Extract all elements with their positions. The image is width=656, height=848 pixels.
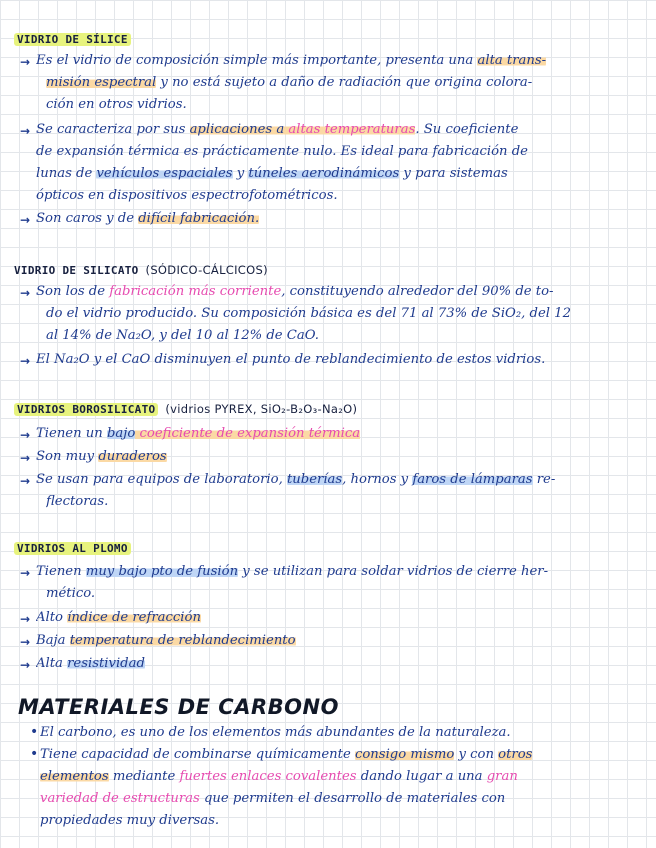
arrow-bullet-icon: → [20, 474, 31, 488]
section-title-plomo: VIDRIOS AL PLOMO [14, 542, 131, 555]
section-title-silice: VIDRIO DE SÍLICE [14, 33, 131, 46]
text-line: do el vidrio producido. Su composición básica es del 71 al 73% de SiO₂, del 12 [46, 306, 571, 321]
text-line: Son caros y de difícil fabricación. [36, 211, 260, 226]
section-title-borosilicato: VIDRIOS BOROSILICATO (vidrios PYREX, SiO₂-B₂O₃-Na₂O) [14, 402, 357, 416]
dot-bullet-icon: • [30, 746, 39, 762]
text-line: El Na₂O y el CaO disminuyen el punto de reblandecimiento de estos vidrios. [36, 352, 546, 367]
section-title-carbono: MATERIALES DE CARBONO [18, 695, 339, 719]
text-line: variedad de estructuras que permiten el desarrollo de materiales con [40, 791, 506, 806]
text-line: Es el vidrio de composición simple más importante, presenta una alta trans- [36, 53, 547, 68]
text-line: elementos mediante fuertes enlaces covalentes dando lugar a una gran [40, 769, 518, 784]
text-line: Tienen muy bajo pto de fusión y se utilizan para soldar vidrios de cierre her- [36, 564, 549, 579]
text-line: propiedades muy diversas. [40, 813, 220, 828]
text-line: al 14% de Na₂O, y del 10 al 12% de CaO. [46, 328, 319, 343]
arrow-bullet-icon: → [20, 55, 31, 69]
text-line: Se caracteriza por sus aplicaciones a altas temperaturas. Su coeficiente [36, 122, 519, 137]
arrow-bullet-icon: → [20, 612, 31, 626]
text-line: Tienen un bajo coeficiente de expansión térmica [36, 426, 361, 441]
dot-bullet-icon: • [30, 724, 39, 740]
text-line: flectoras. [46, 494, 109, 509]
text-line: El carbono, es uno de los elementos más abundantes de la naturaleza. [40, 725, 511, 740]
arrow-bullet-icon: → [20, 635, 31, 649]
text-line: ópticos en dispositivos espectrofotométricos. [36, 188, 338, 203]
arrow-bullet-icon: → [20, 213, 31, 227]
text-line: Baja temperatura de reblandecimiento [36, 633, 296, 648]
text-line: Son los de fabricación más corriente, constituyendo alrededor del 90% de to- [36, 284, 554, 299]
arrow-bullet-icon: → [20, 658, 31, 672]
arrow-bullet-icon: → [20, 566, 31, 580]
text-line: Son muy duraderos [36, 449, 167, 464]
text-line: Alta resistividad [36, 656, 145, 671]
section-title-silicato: VIDRIO DE SILICATO (SÓDICO-CÁLCICOS) [14, 263, 268, 277]
text-line: Se usan para equipos de laboratorio, tuberías, hornos y faros de lámparas re- [36, 472, 556, 487]
text-line: de expansión térmica es prácticamente nulo. Es ideal para fabricación de [36, 144, 528, 159]
text-line: Alto índice de refracción [36, 610, 201, 625]
arrow-bullet-icon: → [20, 428, 31, 442]
text-line: lunas de vehículos espaciales y túneles aerodinámicos y para sistemas [36, 166, 508, 181]
arrow-bullet-icon: → [20, 286, 31, 300]
text-line: ción en otros vidrios. [46, 97, 187, 112]
text-line: Tiene capacidad de combinarse químicamente consigo mismo y con otros [40, 747, 533, 762]
text-line: misión espectral y no está sujeto a daño de radiación que origina colora- [46, 75, 533, 90]
arrow-bullet-icon: → [20, 124, 31, 138]
text-line: mético. [46, 586, 96, 601]
arrow-bullet-icon: → [20, 354, 31, 368]
arrow-bullet-icon: → [20, 451, 31, 465]
